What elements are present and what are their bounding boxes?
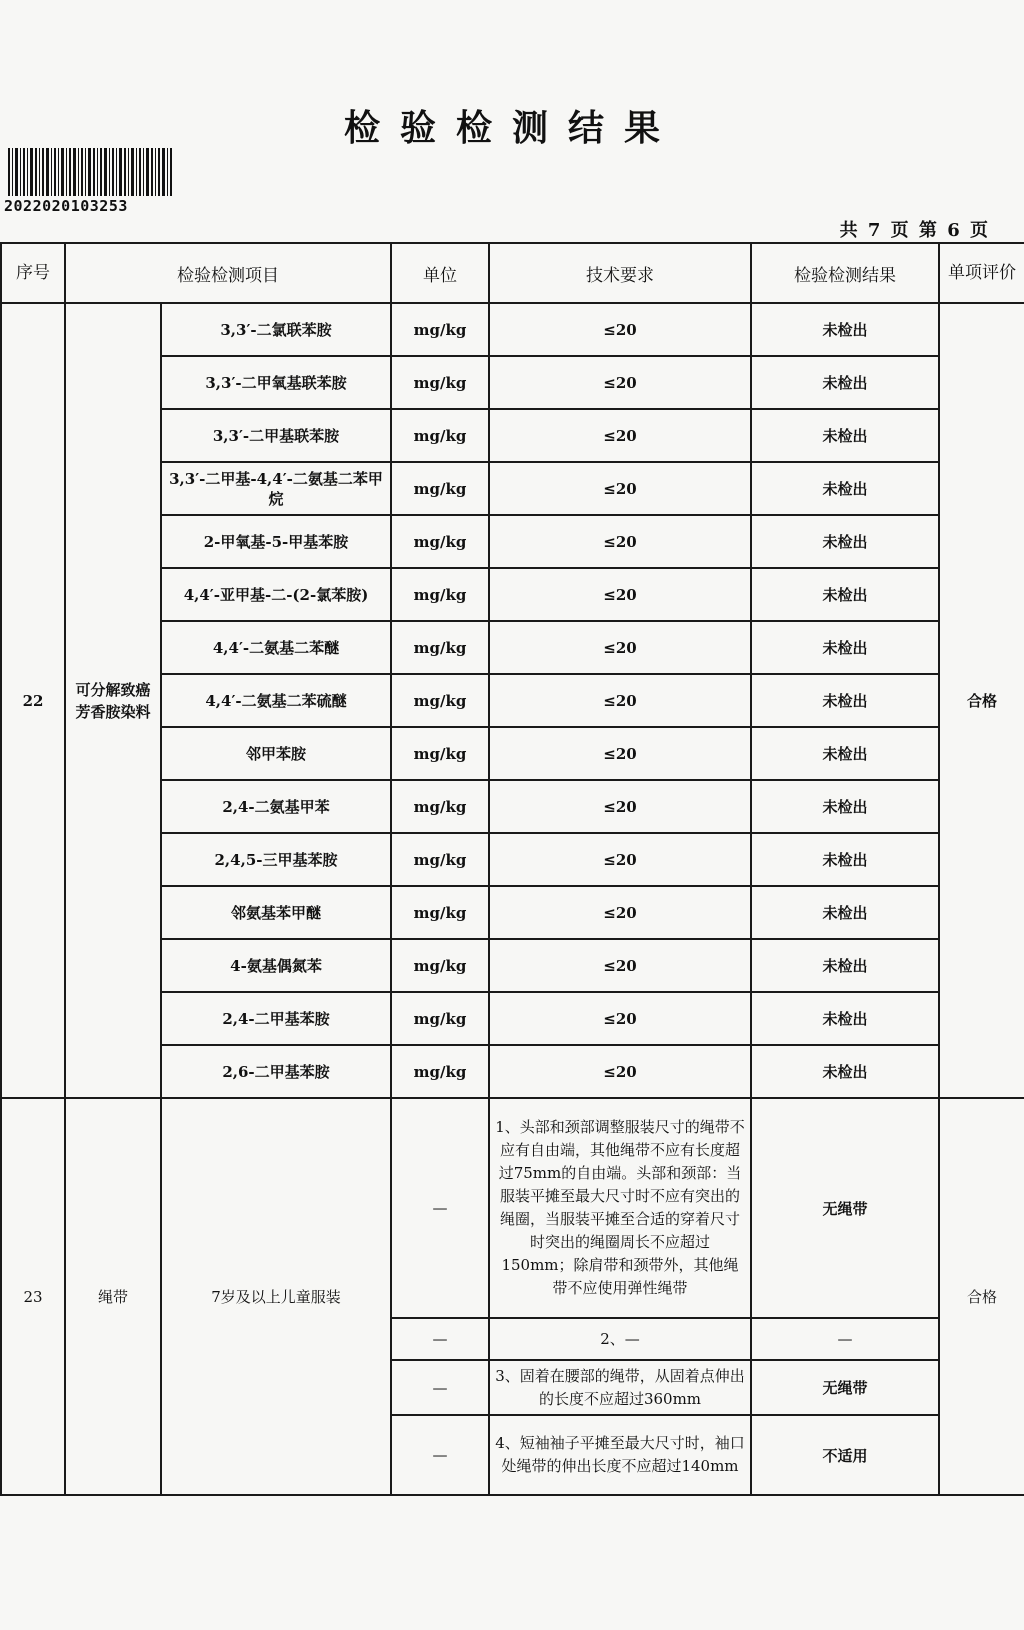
item-cell: 2,4-二甲基苯胺 (161, 992, 391, 1045)
result-cell: 未检出 (751, 833, 939, 886)
item-cell: 2,4-二氨基甲苯 (161, 780, 391, 833)
header-unit: 单位 (391, 243, 489, 303)
requirement-cell: ≤20 (489, 462, 751, 515)
unit-cell: — (391, 1098, 489, 1318)
unit-cell: mg/kg (391, 727, 489, 780)
requirement-cell: ≤20 (489, 621, 751, 674)
item-cell: 2,6-二甲基苯胺 (161, 1045, 391, 1098)
category-cell: 绳带 (65, 1098, 161, 1495)
unit-cell: mg/kg (391, 1045, 489, 1098)
unit-cell: mg/kg (391, 674, 489, 727)
result-cell: 未检出 (751, 621, 939, 674)
header-evaluation: 单项评价 (939, 243, 1024, 303)
item-cell: 4-氨基偶氮苯 (161, 939, 391, 992)
results-table (0, 242, 1024, 1496)
requirement-cell: ≤20 (489, 992, 751, 1045)
category-cell: 可分解致癌芳香胺染料 (65, 303, 161, 1098)
requirement-cell: 1、头部和颈部调整服装尺寸的绳带不应有自由端，其他绳带不应有长度超过75mm的自由端。头部和颈部：当服装平摊至最大尺寸时不应有突出的绳圈，当服装平摊至合适的穿着尺寸时突出的绳圈周长不应超过150mm；除肩带和颈带外，其他绳带不应使用弹性绳带 (489, 1098, 751, 1318)
result-cell: 未检出 (751, 727, 939, 780)
unit-cell: mg/kg (391, 356, 489, 409)
requirement-cell: ≤20 (489, 727, 751, 780)
item-cell: 4,4′-亚甲基-二-(2-氯苯胺) (161, 568, 391, 621)
seq-cell: 22 (1, 303, 65, 1098)
requirement-cell: ≤20 (489, 674, 751, 727)
item-cell: 2-甲氧基-5-甲基苯胺 (161, 515, 391, 568)
unit-cell: mg/kg (391, 886, 489, 939)
result-cell: 未检出 (751, 992, 939, 1045)
evaluation-cell: 合格 (939, 1098, 1024, 1495)
unit-cell: mg/kg (391, 568, 489, 621)
requirement-cell: ≤20 (489, 568, 751, 621)
unit-cell: mg/kg (391, 303, 489, 356)
result-cell: 未检出 (751, 674, 939, 727)
requirement-cell: ≤20 (489, 1045, 751, 1098)
result-cell: 未检出 (751, 1045, 939, 1098)
evaluation-cell: 合格 (939, 303, 1024, 1098)
unit-cell: mg/kg (391, 833, 489, 886)
requirement-cell: ≤20 (489, 939, 751, 992)
requirement-cell: ≤20 (489, 780, 751, 833)
unit-cell: — (391, 1318, 489, 1360)
requirement-cell: 2、— (489, 1318, 751, 1360)
item-cell: 2,4,5-三甲基苯胺 (161, 833, 391, 886)
table-row (1, 1098, 1024, 1318)
report-title: 检验检测结果 (343, 108, 680, 149)
unit-cell: mg/kg (391, 409, 489, 462)
unit-cell: mg/kg (391, 515, 489, 568)
requirement-cell: ≤20 (489, 303, 751, 356)
header-result: 检验检测结果 (751, 243, 939, 303)
result-cell: 未检出 (751, 409, 939, 462)
item-cell: 4,4′-二氨基二苯硫醚 (161, 674, 391, 727)
unit-cell: — (391, 1360, 489, 1415)
barcode-number: 2022020103253 (4, 197, 128, 215)
table-row (1, 303, 1024, 356)
item-cell: 3,3′-二甲氧基联苯胺 (161, 356, 391, 409)
result-cell: 不适用 (751, 1415, 939, 1495)
item-cell: 邻氨基苯甲醚 (161, 886, 391, 939)
item-cell: 3,3′-二甲基-4,4′-二氨基二苯甲烷 (161, 462, 391, 515)
item-cell: 邻甲苯胺 (161, 727, 391, 780)
result-cell: 未检出 (751, 462, 939, 515)
requirement-cell: 4、短袖袖子平摊至最大尺寸时，袖口处绳带的伸出长度不应超过140mm (489, 1415, 751, 1495)
header-item: 检验检测项目 (65, 243, 391, 303)
unit-cell: mg/kg (391, 780, 489, 833)
seq-cell: 23 (1, 1098, 65, 1495)
result-cell: 未检出 (751, 515, 939, 568)
result-cell: 未检出 (751, 780, 939, 833)
unit-cell: mg/kg (391, 462, 489, 515)
unit-cell: — (391, 1415, 489, 1495)
result-cell: 未检出 (751, 886, 939, 939)
requirement-cell: ≤20 (489, 886, 751, 939)
item-cell: 3,3′-二氯联苯胺 (161, 303, 391, 356)
result-cell: 无绳带 (751, 1098, 939, 1318)
requirement-cell: ≤20 (489, 515, 751, 568)
unit-cell: mg/kg (391, 992, 489, 1045)
requirement-cell: ≤20 (489, 833, 751, 886)
item-cell: 4,4′-二氨基二苯醚 (161, 621, 391, 674)
result-cell: 未检出 (751, 303, 939, 356)
page-indicator: 共 7 页 第 6 页 (839, 220, 990, 241)
result-cell: 无绳带 (751, 1360, 939, 1415)
result-cell: 未检出 (751, 356, 939, 409)
requirement-cell: ≤20 (489, 356, 751, 409)
requirement-cell: 3、固着在腰部的绳带，从固着点伸出的长度不应超过360mm (489, 1360, 751, 1415)
requirement-cell: ≤20 (489, 409, 751, 462)
header-seq: 序号 (1, 243, 65, 303)
result-cell: — (751, 1318, 939, 1360)
item-cell: 3,3′-二甲基联苯胺 (161, 409, 391, 462)
subitem-cell: 7岁及以上儿童服装 (161, 1098, 391, 1495)
unit-cell: mg/kg (391, 939, 489, 992)
header-requirement: 技术要求 (489, 243, 751, 303)
result-cell: 未检出 (751, 939, 939, 992)
result-cell: 未检出 (751, 568, 939, 621)
unit-cell: mg/kg (391, 621, 489, 674)
table-header-row (1, 243, 1024, 303)
barcode-image (8, 148, 173, 196)
